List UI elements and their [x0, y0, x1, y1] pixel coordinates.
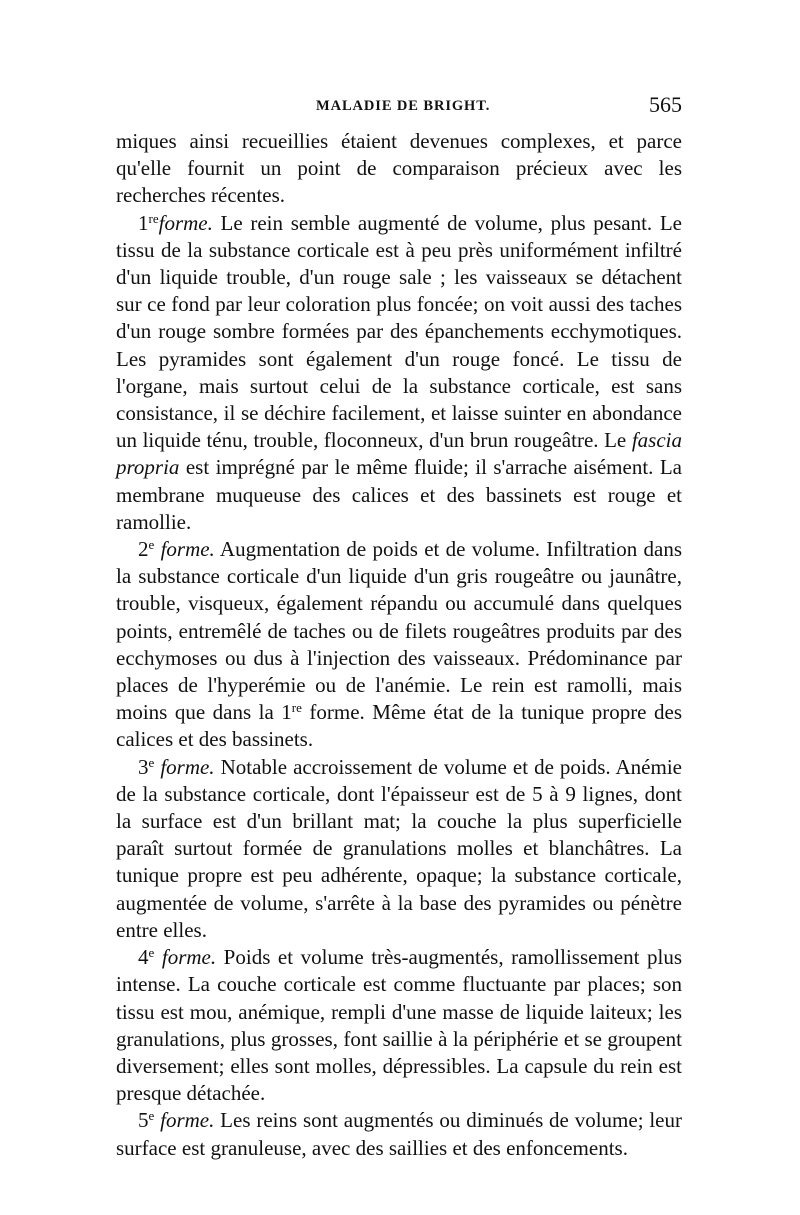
forme-label: forme. — [160, 1108, 215, 1133]
paragraph-text: Les reins sont augmentés ou diminués de volume; leur surface est granuleuse, avec des saillies et des enfoncements. — [116, 1108, 682, 1160]
italic-term: fascia propria — [116, 428, 682, 480]
paragraph-forme-2 — [116, 536, 682, 754]
forme-number: 1 — [138, 210, 149, 235]
forme-label: forme. — [160, 537, 215, 562]
inline-ordinal: re — [291, 700, 302, 716]
paragraph-text-continued: forme. Même état de la tunique propre des calices et des bassinets. — [116, 700, 682, 752]
forme-ordinal: re — [148, 210, 159, 226]
paragraph-forme-5 — [116, 1107, 682, 1161]
paragraph-text: Augmentation de poids et de volume. Infiltration dans la substance corticale d'un liquide d'un gris rougeâtre ou jaunâtre, trouble, visqueux, également répandu ou accumulé dans quelques points, entremêlé de taches ou de filets rougeâtres produits par des ecchymoses ou dus à l'injection des vaisseaux. Prédominance par places de l'hyperémie ou de l'anémie. Le rein est ramolli, mais moins que dans la 1 — [116, 537, 683, 725]
paragraph-text: Poids et volume très-augmentés, ramollissement plus intense. La couche corticale est comme fluctuante par places; son tissu est mou, anémique, rempli d'une masse de liquide laiteux; les granulations, plus grosses, font saillie à la périphérie et se groupent diversement; elles sont molles, dépressibles. La capsule du rein est presque détachée. — [116, 945, 683, 1106]
forme-number: 3 — [138, 754, 149, 779]
paragraph-text: Notable accroissement de volume et de poids. Anémie de la substance corticale, dont l'épaisseur est de 5 à 9 lignes, dont la surface est d'un brillant mat; la couche la plus superficielle paraît surtout formée de granulations molles et blanchâtres. La tunique propre est peu adhérente, opaque; la substance corticale, augmentée de volume, s'arrête à la base des pyramides ou pénètre entre elles. — [116, 754, 682, 942]
forme-ordinal: e — [148, 754, 155, 770]
forme-ordinal: e — [148, 537, 155, 553]
forme-number: 2 — [138, 537, 149, 562]
paragraph-text: Le rein semble augmenté de volume, plus pesant. Le tissu de la substance corticale est à peu près uniformément infiltré d'un liquide trouble, d'un rouge sale ; les vaisseaux se détachent sur ce fond par leur coloration plus foncée; on voit aussi des taches d'un rouge sombre formées par des épanchements ecchymotiques. Les pyramides sont également d'un rouge foncé. Le tissu de l'organe, mais surtout celui de la substance corticale, est sans consistance, il se déchire facilement, et laisse suinter en abondance un liquide ténu, trouble, floconneux, d'un brun rougeâtre. Le — [116, 210, 682, 453]
forme-ordinal: e — [148, 945, 155, 961]
paragraph-continuation — [116, 128, 682, 210]
paragraph-forme-1 — [116, 210, 682, 536]
body-text — [116, 128, 682, 1162]
running-head — [116, 94, 682, 120]
paragraph-text: miques ainsi recueillies étaient devenues complexes, et parce qu'elle fournit un point de comparaison précieux avec les recherches récentes. — [116, 129, 682, 208]
forme-label: forme. — [158, 210, 213, 235]
page-number: 565 — [649, 92, 682, 117]
paragraph-forme-4 — [116, 944, 682, 1107]
forme-label: forme. — [161, 945, 217, 970]
paragraph-text-continued: est imprégné par le même fluide; il s'arrache aisément. La membrane muqueuse des calices et des bassinets est rouge et ramollie. — [116, 455, 682, 534]
forme-label: forme. — [160, 754, 215, 779]
forme-ordinal: e — [148, 1108, 155, 1124]
forme-number: 5 — [138, 1108, 149, 1133]
forme-number: 4 — [138, 945, 149, 970]
paragraph-forme-3 — [116, 754, 682, 944]
running-title: MALADIE DE BRIGHT. — [316, 98, 491, 114]
